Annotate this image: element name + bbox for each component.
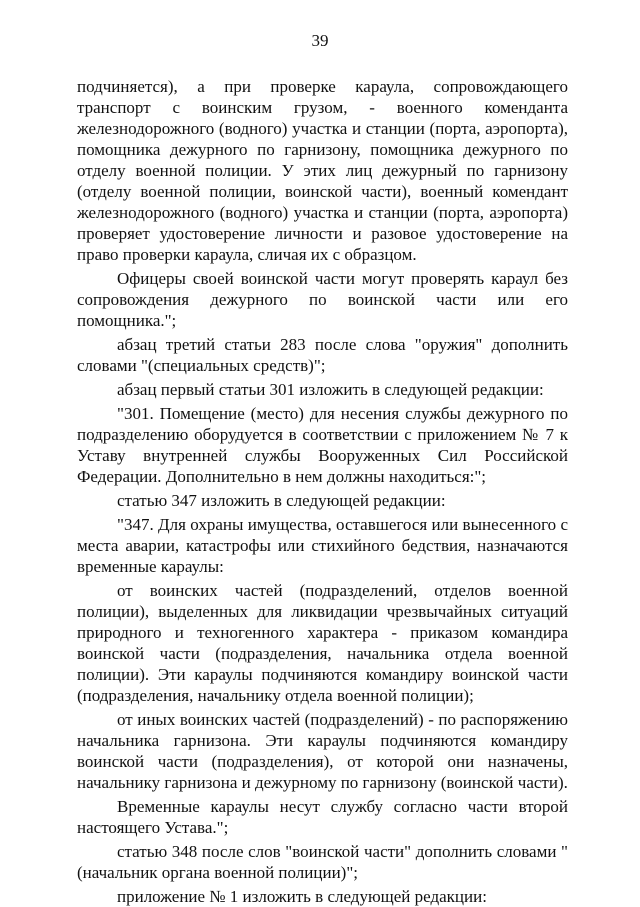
paragraph: от воинских частей (подразделений, отделов военной полиции), выделенных для ликвидации чрезвычайных ситуаций природного и техногенного характера - приказом командира воинской части (подразделения, начальника отдела военной полиции). Эти караулы подчиняются командиру воинской части (подразделения, начальнику отдела военной полиции); — [77, 581, 568, 705]
paragraph: "301. Помещение (место) для несения службы дежурного по подразделению оборудуется в соответствии с приложением № 7 к Уставу внутренней службы Вооруженных Сил Российской Федерации. Дополнительно в нем должны находиться:"; — [77, 404, 568, 486]
document-body — [77, 76, 568, 907]
paragraph: "347. Для охраны имущества, оставшегося или вынесенного с места аварии, катастрофы или стихийного бедствия, назначаются временные караулы: — [77, 515, 568, 576]
paragraph: статью 348 после слов "воинской части" дополнить словами "(начальник органа военной полиции)"; — [77, 842, 568, 882]
paragraph: подчиняется), а при проверке караула, сопровождающего транспорт с воинским грузом, - военного коменданта железнодорожного (водного) участка и станции (порта, аэропорта), помощника дежурного по гарнизону, помощника дежурного по отделу военной полиции. У этих лиц дежурный по гарнизону (отделу военной полиции, воинской части), военный комендант железнодорожного (водного) участка и станции (порта, аэропорта) проверяет удостоверение личности и разовое удостоверение на право проверки караула, сличая их с образцом. — [77, 77, 568, 264]
paragraph: статью 347 изложить в следующей редакции: — [117, 491, 446, 510]
page-number: 39 — [311, 31, 329, 50]
paragraph: приложение № 1 изложить в следующей редакции: — [117, 887, 487, 906]
paragraph: абзац третий статьи 283 после слова "оружия" дополнить словами "(специальных средств)"; — [77, 335, 568, 375]
paragraph: Офицеры своей воинской части могут проверять караул без сопровождения дежурного по воинской части или его помощника."; — [77, 269, 568, 330]
paragraph: Временные караулы несут службу согласно части второй настоящего Устава."; — [77, 797, 568, 837]
paragraph: от иных воинских частей (подразделений) - по распоряжению начальника гарнизона. Эти караулы подчиняются командиру воинской части (подразделения), от которой они назначены, начальнику гарнизона и дежурному по гарнизону (воинской части). — [77, 710, 568, 792]
paragraph: абзац первый статьи 301 изложить в следующей редакции: — [117, 380, 544, 399]
